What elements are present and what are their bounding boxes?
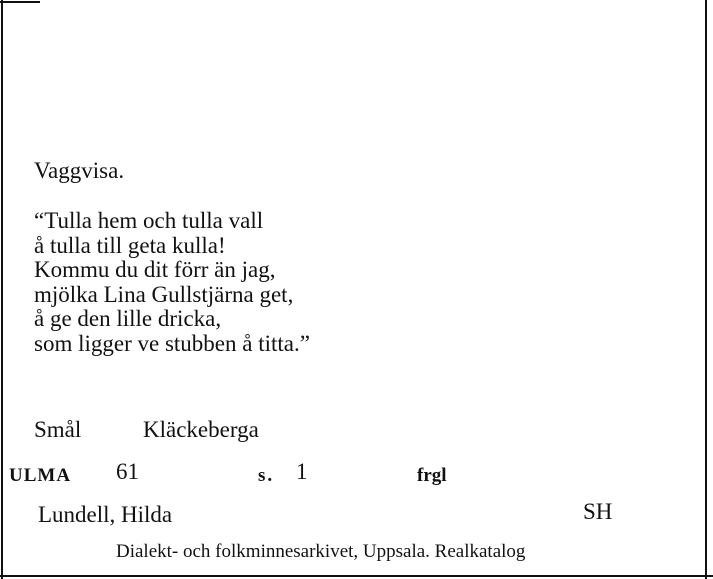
archive-number: 61: [116, 459, 139, 484]
verse-line: “Tulla hem och tulla vall: [34, 208, 264, 233]
province: Smål: [34, 417, 82, 442]
right-border: [705, 0, 707, 579]
verse-lines: [34, 209, 310, 356]
archive-footer: Dialekt- och folkminnesarkivet, Uppsala. Realkatalog: [116, 541, 526, 562]
place-name: Kläckeberga: [143, 417, 259, 442]
verse-line: å ge den lille dricka,: [34, 306, 222, 331]
verse-line: Kommu du dit förr än jag,: [34, 257, 276, 282]
verse-line: å tulla till geta kulla!: [34, 232, 226, 258]
verse-line: som ligger ve stubben å titta.”: [34, 330, 310, 356]
archive-label: ULMA: [9, 465, 72, 486]
category-code: frgl: [417, 465, 447, 486]
collector-initials: SH: [583, 499, 613, 524]
page-number: 1: [296, 459, 308, 484]
bottom-border: [0, 575, 713, 577]
top-edge-mark: [0, 1, 40, 3]
verse-line: mjölka Lina Gullstjärna get,: [34, 281, 294, 307]
card-title: Vaggvisa.: [34, 158, 125, 183]
informant-name: Lundell, Hilda: [38, 502, 173, 527]
page-label: s.: [258, 465, 275, 486]
left-border: [1, 0, 3, 579]
